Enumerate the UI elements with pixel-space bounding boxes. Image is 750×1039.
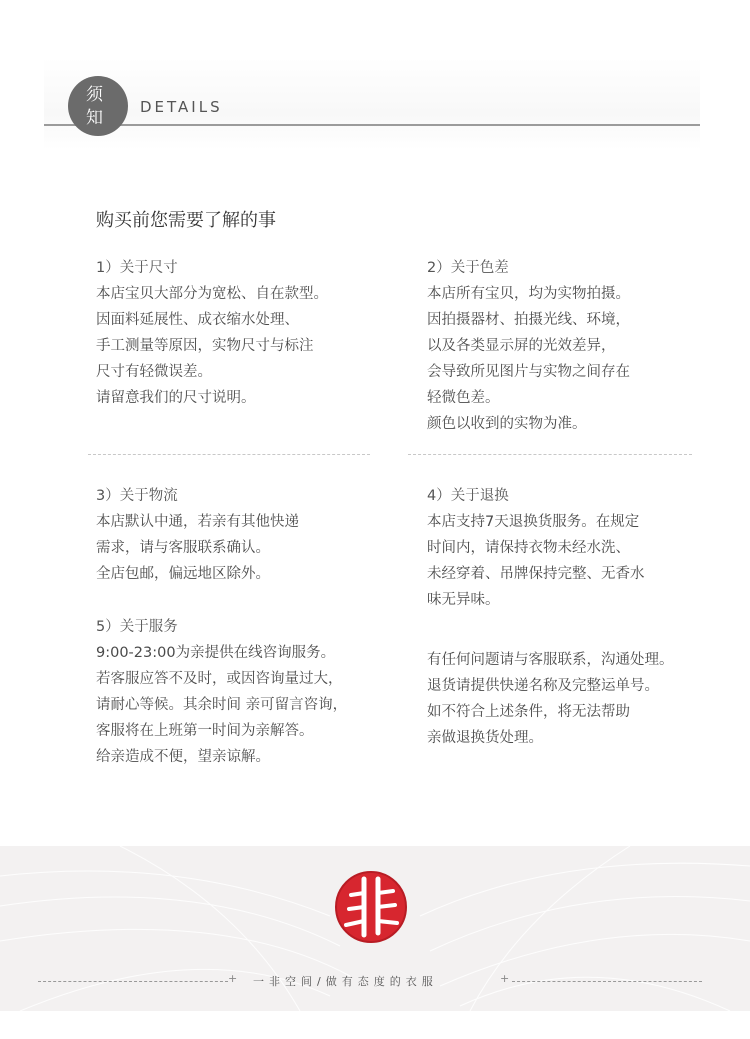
section-line: 因拍摄器材、拍摄光线、环境， [427, 312, 630, 328]
section-service [96, 614, 347, 770]
section-line: 本店默认中通，若亲有其他快递 [96, 514, 299, 530]
section-divider-left [88, 454, 370, 455]
section-line: 尺寸有轻微误差。 [96, 364, 212, 380]
section-returns [427, 483, 645, 613]
section-line: 给亲造成不便，望亲谅解。 [96, 749, 270, 765]
section-title: 2）关于色差 [427, 260, 509, 276]
section-line: 需求，请与客服联系确认。 [96, 540, 270, 556]
section-line: 会导致所见图片与实物之间存在 [427, 364, 630, 380]
footer-slogan-row [0, 972, 750, 990]
section-line: 本店所有宝贝，均为实物拍摄。 [427, 286, 630, 302]
section-line: 轻微色差。 [427, 390, 500, 406]
footer-slogan: 一非空间/做有态度的衣服 [253, 975, 438, 988]
section-line: 本店宝贝大部分为宽松、自在款型。 [96, 286, 328, 302]
section-line: 味无异味。 [427, 592, 500, 608]
section-line: 全店包邮，偏远地区除外。 [96, 566, 270, 582]
section-shipping [96, 483, 299, 587]
notice-badge [68, 76, 128, 136]
badge-char-2: 知 [86, 108, 103, 128]
section-line: 未经穿着、吊牌保持完整、无香水 [427, 566, 645, 582]
details-label: DETAILS [140, 98, 223, 116]
section-line: 亲做退换货处理。 [427, 730, 543, 746]
plus-mark-right: + [500, 972, 510, 985]
section-line: 退货请提供快递名称及完整运单号。 [427, 678, 659, 694]
section-title: 4）关于退换 [427, 488, 509, 504]
section-line: 请留意我们的尺寸说明。 [96, 390, 256, 406]
slogan-dash-left [38, 981, 228, 982]
section-line: 以及各类显示屏的光效差异， [427, 338, 616, 354]
section-line: 手工测量等原因，实物尺寸与标注 [96, 338, 314, 354]
header-divider [44, 124, 700, 126]
plus-mark-left: + [228, 972, 238, 985]
section-line: 9:00-23:00为亲提供在线咨询服务。 [96, 645, 336, 661]
section-line: 本店支持7天退换货服务。在规定 [427, 514, 640, 530]
section-line: 请耐心等候。其余时间 亲可留言咨询， [96, 697, 348, 713]
badge-char-1: 须 [86, 85, 103, 105]
section-line: 客服将在上班第一时间为亲解答。 [96, 723, 314, 739]
section-title: 1）关于尺寸 [96, 260, 178, 276]
section-contact [427, 647, 674, 751]
slogan-dash-right [512, 981, 702, 982]
section-color [427, 255, 630, 437]
intro-heading: 购买前您需要了解的事 [96, 210, 276, 231]
section-line: 如不符合上述条件，将无法帮助 [427, 704, 630, 720]
section-title: 5）关于服务 [96, 619, 178, 635]
section-line: 因面料延展性、成衣缩水处理、 [96, 312, 299, 328]
section-title: 3）关于物流 [96, 488, 178, 504]
section-line: 时间内，请保持衣物未经水洗、 [427, 540, 630, 556]
section-line: 颜色以收到的实物为准。 [427, 416, 587, 432]
section-divider-right [408, 454, 692, 455]
section-line: 有任何问题请与客服联系，沟通处理。 [427, 652, 674, 668]
section-size [96, 255, 328, 411]
brand-logo [331, 867, 411, 947]
section-line: 若客服应答不及时，或因咨询量过大， [96, 671, 343, 687]
